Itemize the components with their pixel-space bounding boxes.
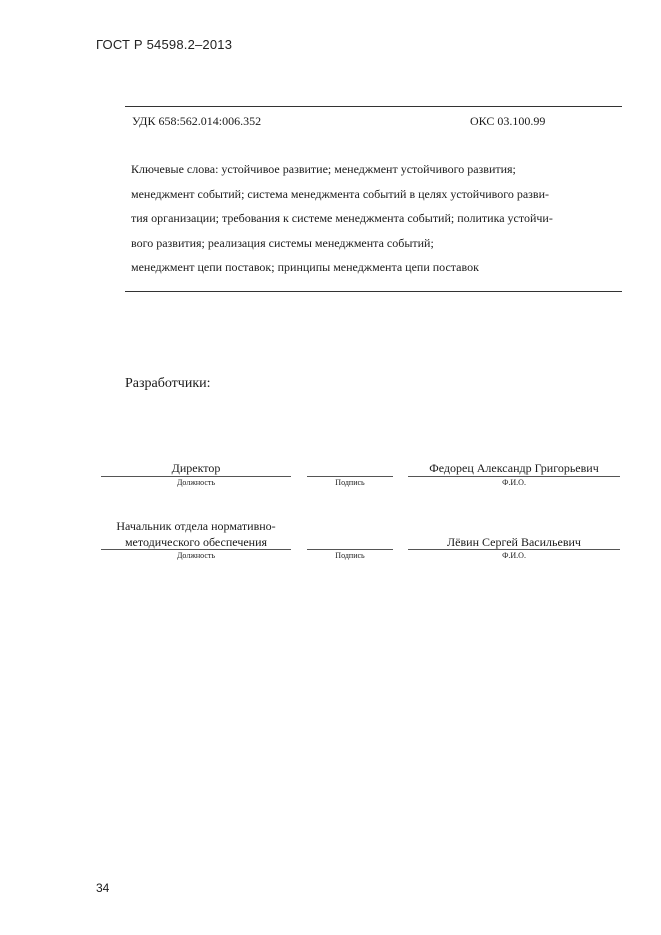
position-field: Начальник отдела нормативно- xyxy=(116,519,276,533)
position-field: методического обеспечения xyxy=(124,535,268,549)
top-divider xyxy=(125,106,622,107)
name-caption: Ф.И.О. xyxy=(502,478,526,487)
signature-caption: Подпись xyxy=(335,551,365,560)
signature-rule xyxy=(307,549,393,550)
name-caption: Ф.И.О. xyxy=(502,551,526,560)
keywords-line: менеджмент событий; система менеджмента событий в целях устойчивого разви- xyxy=(131,186,550,201)
signature-caption: Подпись xyxy=(335,478,365,487)
position-field: Директор xyxy=(171,461,221,475)
position-caption: Должность xyxy=(176,478,216,487)
position-rule xyxy=(101,549,291,550)
name-field: Федорец Александр Григорьевич xyxy=(429,461,599,475)
keywords-block xyxy=(131,157,611,280)
keywords-line: тия организации; требования к системе менеджмента событий; политика устойчи- xyxy=(131,211,553,225)
name-field: Лёвин Сергей Васильевич xyxy=(447,535,581,549)
keywords-line: Ключевые слова: устойчивое развитие; менеджмент устойчивого развития; xyxy=(131,162,516,176)
developers-heading: Разработчики: xyxy=(125,376,211,391)
bottom-divider xyxy=(125,291,622,292)
signature-rule xyxy=(307,476,393,477)
oks-code: ОКС 03.100.99 xyxy=(470,114,546,128)
position-caption: Должность xyxy=(176,551,216,560)
keywords-line: вого развития; реализация системы менеджмента событий; xyxy=(131,235,434,250)
keywords-line: менеджмент цепи поставок; принципы менеджмента цепи поставок xyxy=(131,260,479,274)
document-code-header: ГОСТ Р 54598.2–2013 xyxy=(96,37,233,52)
page-number: 34 xyxy=(96,881,110,895)
name-rule xyxy=(408,476,620,477)
name-rule xyxy=(408,549,620,550)
udk-code: УДК 658:562.014:006.352 xyxy=(132,114,262,128)
position-rule xyxy=(101,476,291,477)
